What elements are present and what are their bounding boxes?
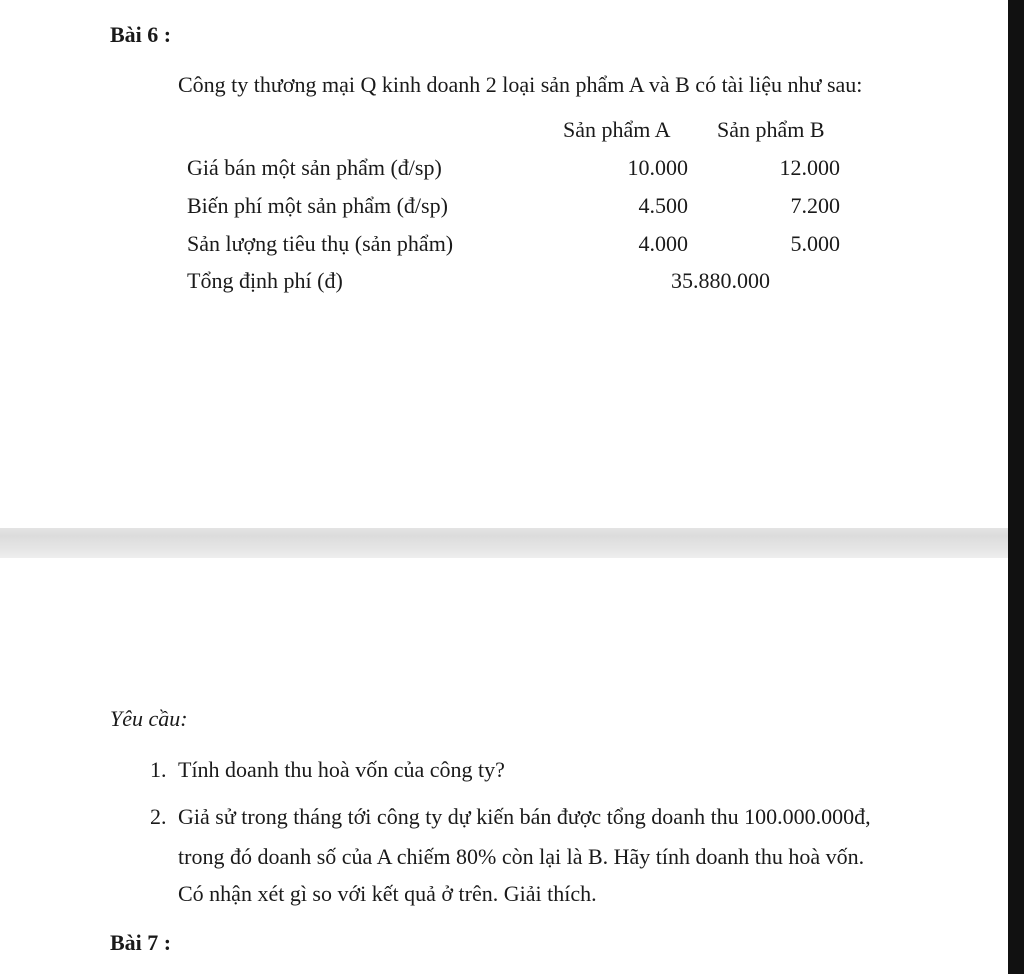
page-separator (0, 528, 1008, 558)
requirement-1-text: Tính doanh thu hoà vốn của công ty? (178, 757, 505, 782)
exercise-7-title: Bài 7 : (110, 930, 172, 955)
column-header-product-a: Sản phẩm A (563, 117, 671, 142)
exercise-6-title: Bài 6 : (110, 22, 172, 47)
requirement-2-line-1: Giả sử trong tháng tới công ty dự kiến bán được tổng doanh thu 100.000.000đ, (178, 804, 871, 829)
exercise-6-intro: Công ty thương mại Q kinh doanh 2 loại sản phẩm A và B có tài liệu như sau: (178, 72, 863, 97)
column-header-product-b: Sản phẩm B (717, 117, 825, 142)
requirement-2-line-2: trong đó doanh số của A chiếm 80% còn lại là B. Hãy tính doanh thu hoà vốn. (178, 844, 865, 869)
cell-volume-b: 5.000 (790, 231, 840, 256)
right-edge-strip (1008, 0, 1024, 974)
cell-price-b: 12.000 (779, 155, 840, 180)
requirements-title: Yêu cầu: (110, 706, 188, 731)
row-label-variable-cost: Biến phí một sản phẩm (đ/sp) (187, 193, 448, 218)
cell-volume-a: 4.000 (638, 231, 688, 256)
cell-variable-cost-a: 4.500 (638, 193, 688, 218)
row-label-price: Giá bán một sản phẩm (đ/sp) (187, 155, 442, 180)
cell-variable-cost-b: 7.200 (790, 193, 840, 218)
cell-price-a: 10.000 (627, 155, 688, 180)
row-label-fixed-cost: Tổng định phí (đ) (187, 268, 343, 293)
requirement-2-line-3: Có nhận xét gì so với kết quả ở trên. Giải thích. (178, 881, 597, 906)
row-label-volume: Sản lượng tiêu thụ (sản phẩm) (187, 231, 454, 256)
cell-fixed-cost: 35.880.000 (671, 268, 770, 293)
requirement-2-number: 2. (150, 804, 167, 829)
requirement-1-number: 1. (150, 757, 167, 782)
